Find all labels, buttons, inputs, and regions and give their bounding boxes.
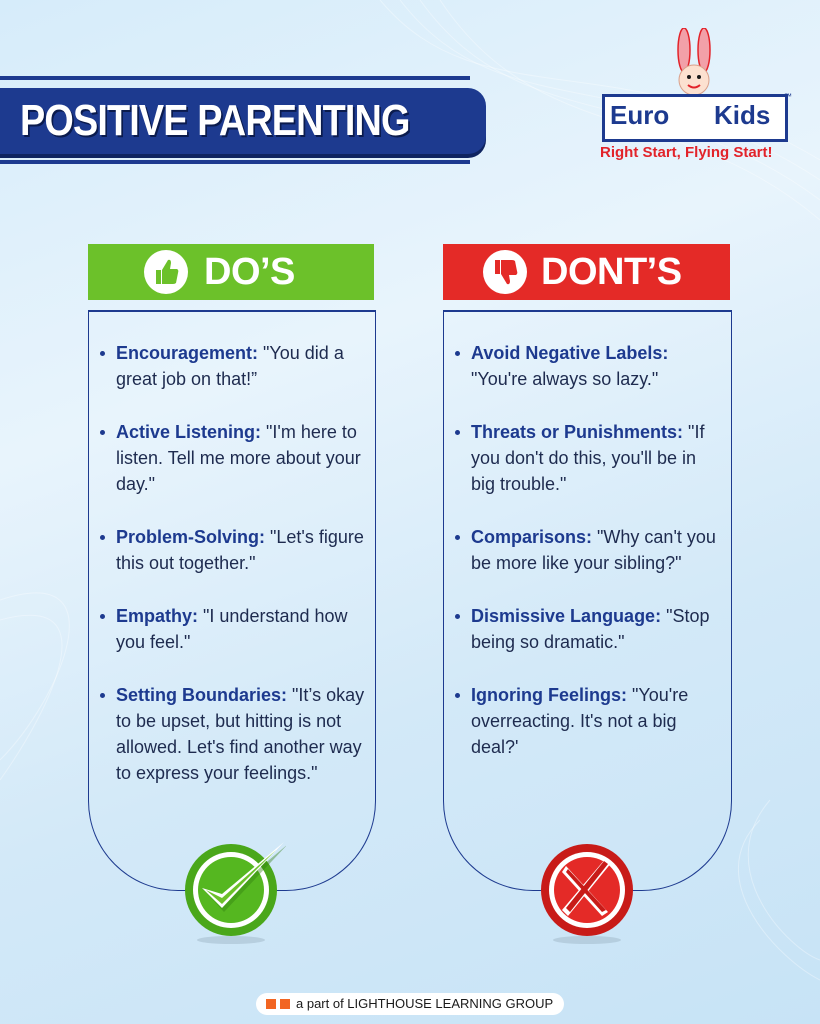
- donts-heading-bar: [443, 244, 730, 300]
- list-item: Active Listening: "I'm here to listen. Tell me more about your day.": [100, 419, 368, 497]
- thumbs-down-icon: [483, 250, 527, 294]
- title-accent-line-top: [0, 76, 470, 80]
- brand-square-icon: [280, 999, 290, 1009]
- donts-heading: DONT’S: [541, 251, 682, 293]
- list-item: Empathy: "I understand how you feel.": [100, 603, 368, 655]
- donts-panel-top-border: [443, 310, 732, 312]
- footer-text: a part of LIGHTHOUSE LEARNING GROUP: [296, 996, 554, 1011]
- list-item: Dismissive Language: "Stop being so dramatic.": [455, 603, 725, 655]
- list-item: Comparisons: "Why can't you be more like your sibling?": [455, 524, 725, 576]
- list-item: Encouragement: "You did a great job on that!”: [100, 340, 368, 392]
- dos-panel-top-border: [88, 310, 376, 312]
- donts-list: [455, 340, 725, 787]
- footer-credit: [256, 993, 564, 1015]
- dos-heading-bar: [88, 244, 374, 300]
- logo-text-euro: Euro: [610, 100, 670, 130]
- list-item: Problem-Solving: "Let's figure this out together.": [100, 524, 368, 576]
- list-item: Threats or Punishments: "If you don't do this, you'll be in big trouble.": [455, 419, 725, 497]
- trademark-mark: ™: [784, 92, 792, 101]
- checkmark-icon: [176, 836, 286, 946]
- title-accent-line-bottom: [0, 160, 470, 164]
- list-item: Setting Boundaries: "It’s okay to be upset, but hitting is not allowed. Let's find another way to express your feelings.": [100, 682, 368, 786]
- list-item: Ignoring Feelings: "You're overreacting. It's not a big deal?': [455, 682, 725, 760]
- page-title: POSITIVE PARENTING: [20, 96, 410, 145]
- thumbs-up-icon: [144, 250, 188, 294]
- dos-list: [100, 340, 368, 813]
- brand-square-icon: [266, 999, 276, 1009]
- dos-heading: DO’S: [204, 251, 295, 293]
- list-item: Avoid Negative Labels: "You're always so lazy.": [455, 340, 725, 392]
- logo-text-kids: Kids: [714, 100, 771, 130]
- brand-tagline: Right Start, Flying Start!: [600, 144, 773, 161]
- cross-mark-icon: [532, 836, 642, 946]
